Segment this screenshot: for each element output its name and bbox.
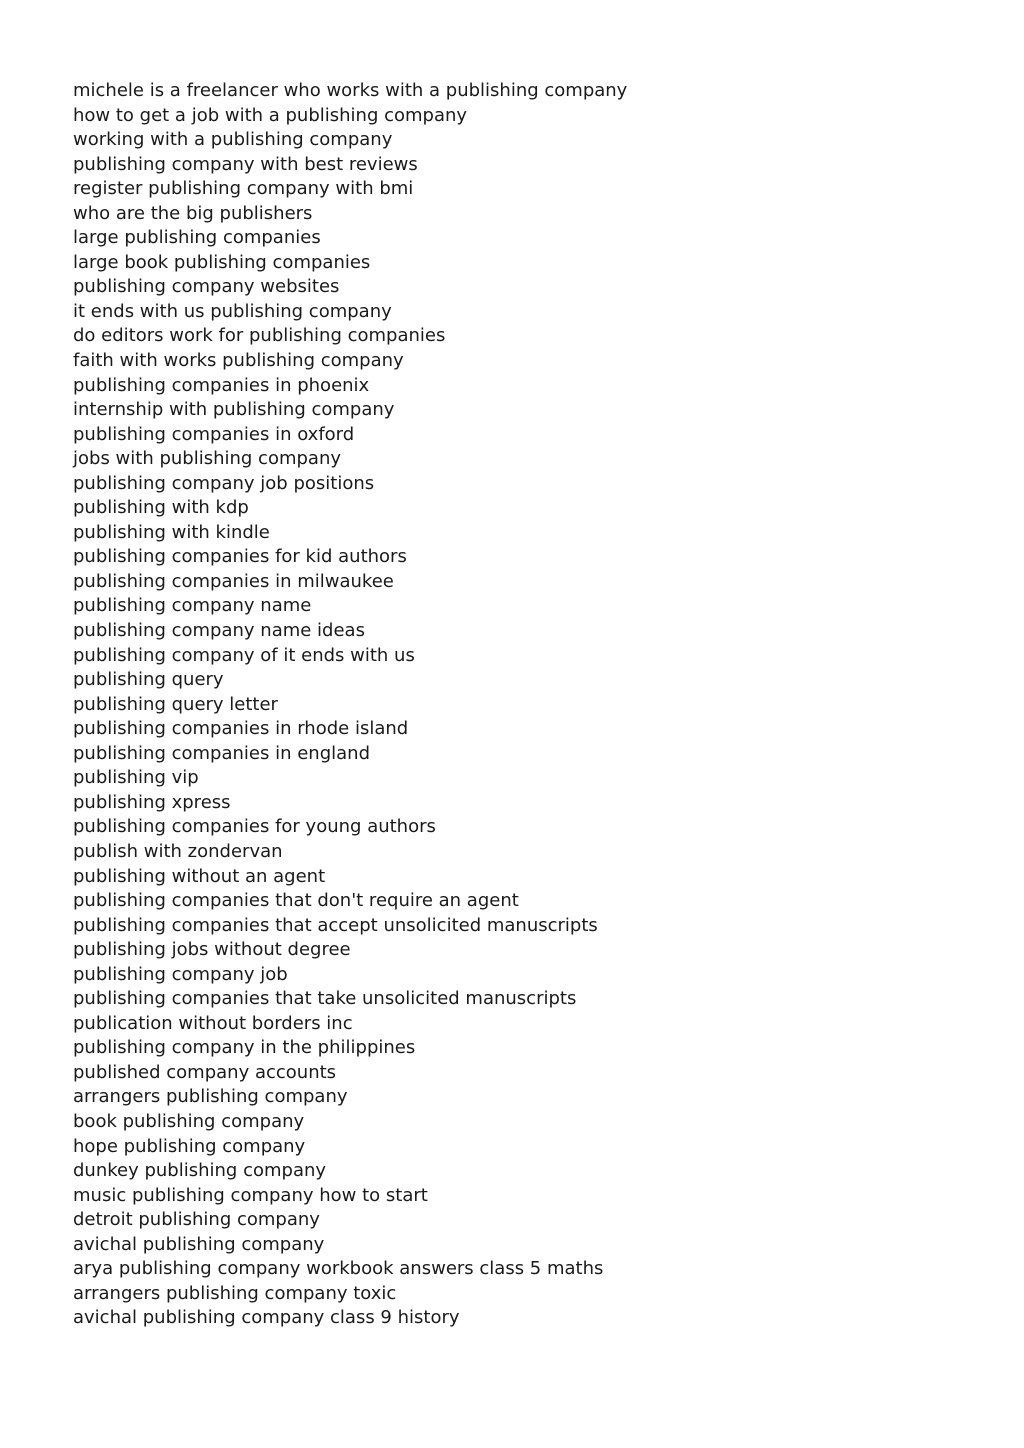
list-item: music publishing company how to start — [73, 1184, 428, 1206]
list-item: avichal publishing company class 9 history — [73, 1307, 460, 1329]
list-item: avichal publishing company — [73, 1233, 325, 1255]
list-item: publishing companies that take unsolicited manuscripts — [73, 988, 577, 1010]
list-item: publishing without an agent — [73, 865, 326, 887]
list-item: publishing companies in england — [73, 742, 370, 764]
list-item: publishing companies in rhode island — [73, 718, 409, 740]
list-item: publishing vip — [73, 767, 199, 789]
list-item: who are the big publishers — [73, 202, 313, 224]
list-item: it ends with us publishing company — [73, 300, 392, 322]
list-item: detroit publishing company — [73, 1209, 320, 1231]
list-item: publishing with kdp — [73, 497, 249, 519]
list-item: hope publishing company — [73, 1135, 306, 1157]
list-item: publishing companies in milwaukee — [73, 570, 394, 592]
list-item: publishing company in the philippines — [73, 1037, 416, 1059]
list-item: arrangers publishing company — [73, 1086, 348, 1108]
list-item: publishing with kindle — [73, 521, 270, 543]
list-item: publishing company websites — [73, 276, 340, 298]
list-item: publishing jobs without degree — [73, 939, 351, 961]
list-item: faith with works publishing company — [73, 350, 404, 372]
list-item: publishing companies for young authors — [73, 816, 436, 838]
list-item: large publishing companies — [73, 227, 321, 249]
list-item: dunkey publishing company — [73, 1160, 327, 1182]
list-item: arrangers publishing company toxic — [73, 1282, 397, 1304]
list-item: large book publishing companies — [73, 251, 371, 273]
list-item: internship with publishing company — [73, 399, 395, 421]
list-item: arya publishing company workbook answers class 5 maths — [73, 1258, 604, 1280]
list-item: publishing companies that don't require an agent — [73, 890, 519, 912]
list-item: jobs with publishing company — [73, 448, 342, 470]
list-item: publish with zondervan — [73, 840, 283, 862]
list-item: publishing company with best reviews — [73, 153, 418, 175]
list-item: publishing companies in oxford — [73, 423, 355, 445]
list-item: publishing company name — [73, 595, 312, 617]
list-item: publishing query — [73, 669, 224, 691]
list-item: published company accounts — [73, 1061, 337, 1083]
list-item: publishing xpress — [73, 791, 231, 813]
list-item: publishing company of it ends with us — [73, 644, 415, 666]
list-item: publishing query letter — [73, 693, 278, 715]
list-item: publishing companies that accept unsolicited manuscripts — [73, 914, 598, 936]
list-item: michele is a freelancer who works with a publishing company — [73, 80, 628, 101]
list-item: publishing company name ideas — [73, 620, 365, 642]
list-item: publication without borders inc — [73, 1012, 353, 1034]
keyword-list — [73, 79, 627, 1331]
list-item: register publishing company with bmi — [73, 178, 414, 200]
list-item: publishing company job positions — [73, 472, 375, 494]
list-item: publishing companies for kid authors — [73, 546, 407, 568]
list-item: publishing company job — [73, 963, 288, 985]
list-item: do editors work for publishing companies — [73, 325, 446, 347]
list-item: working with a publishing company — [73, 129, 393, 151]
list-item: how to get a job with a publishing company — [73, 104, 468, 126]
list-item: publishing companies in phoenix — [73, 374, 370, 396]
list-item: book publishing company — [73, 1110, 305, 1132]
